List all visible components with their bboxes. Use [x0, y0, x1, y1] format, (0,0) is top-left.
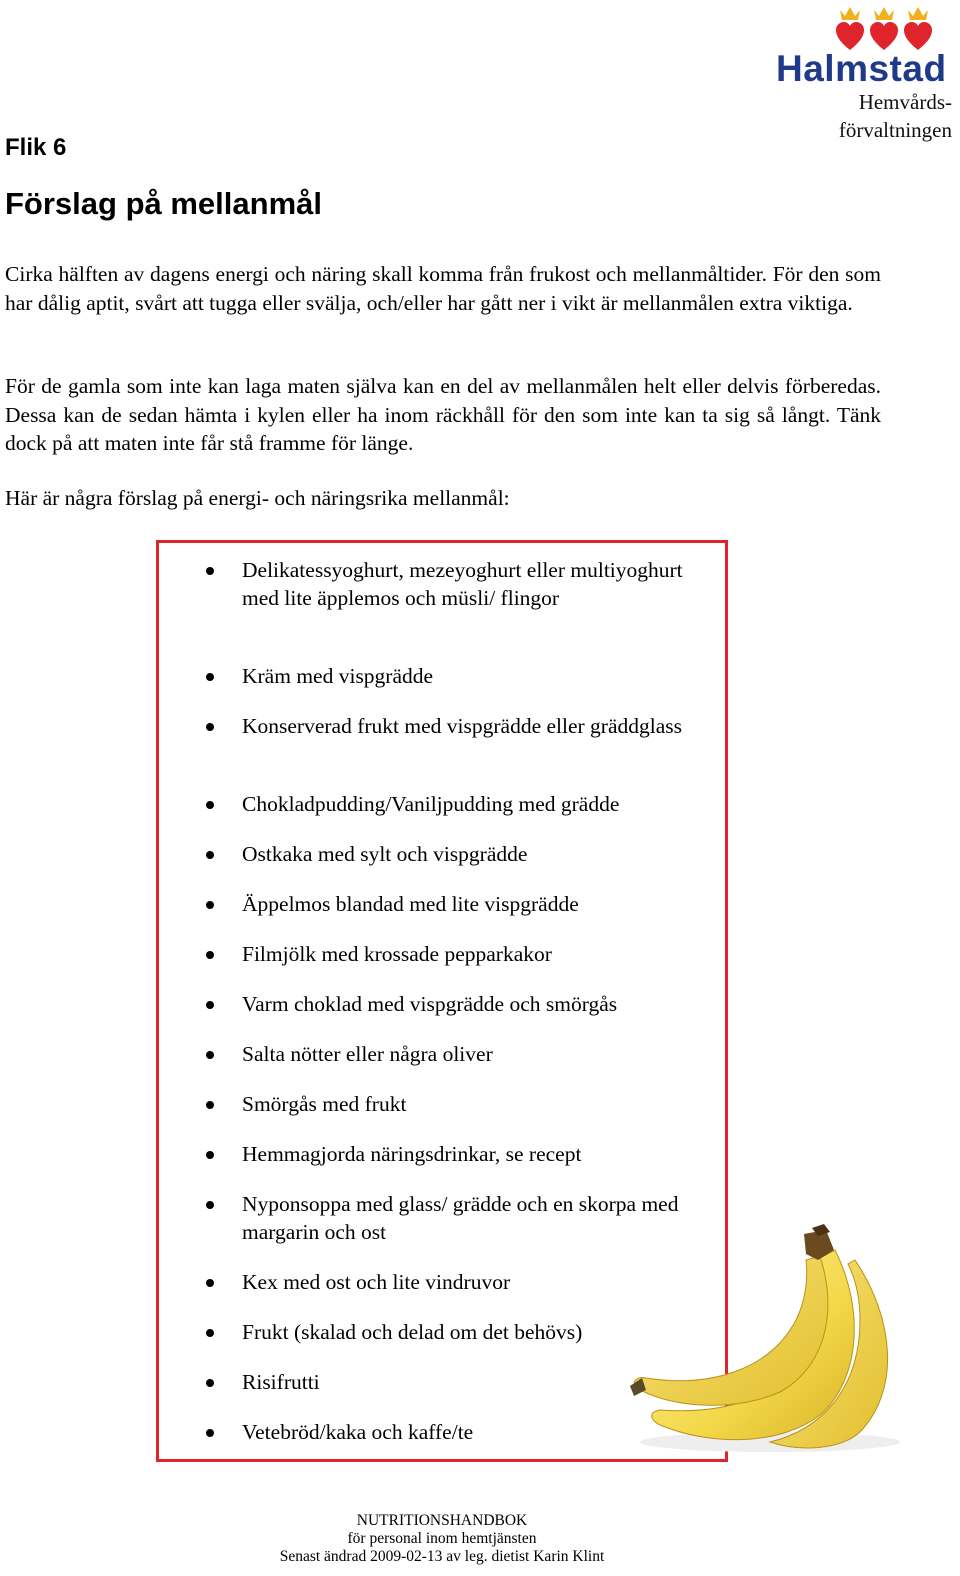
intro-paragraph-2: För de gamla som inte kan laga maten själva kan en del av mellanmålen helt eller delvis förberedas. Dessa kan de sedan hämta i kylen eller ha inom räckhåll för den som inte kan ta sig så långt. Tänk dock på att maten inte får stå framme för länge.	[5, 374, 881, 455]
bullet-icon	[206, 1429, 214, 1437]
logo-subtitle	[839, 88, 952, 144]
footer-line3: Senast ändrad 2009-02-13 av leg. dietist Karin Klint	[279, 1548, 605, 1565]
bullet-icon	[206, 723, 214, 731]
list-item: Hemmagjorda näringsdrinkar, se recept	[242, 1140, 702, 1168]
list-item: Smörgås med frukt	[242, 1090, 702, 1118]
logo-subtitle-line1: Hemvårds-	[858, 90, 952, 114]
bullet-icon	[206, 1379, 214, 1387]
bullet-icon	[206, 1101, 214, 1109]
bullet-icon	[206, 801, 214, 809]
bullet-icon	[206, 1279, 214, 1287]
logo-subtitle-line2: förvaltningen	[838, 118, 952, 142]
list-item: Chokladpudding/Vaniljpudding med grädde	[242, 790, 702, 818]
list-item: Nyponsoppa med glass/ grädde och en skorpa med margarin och ost	[242, 1190, 702, 1246]
banana-image	[620, 1220, 910, 1460]
halmstad-logo	[770, 4, 958, 144]
crowned-hearts-icon	[836, 4, 940, 52]
logo-name: Halmstad	[776, 48, 947, 89]
list-item: Konserverad frukt med vispgrädde eller gräddglass	[242, 712, 702, 740]
list-item: Delikatessyoghurt, mezeyoghurt eller multiyoghurt med lite äpplemos och müsli/ flingor	[242, 556, 702, 612]
footer-line2: för personal inom hemtjänsten	[347, 1530, 537, 1547]
bullet-icon	[206, 1001, 214, 1009]
bullet-icon	[206, 1051, 214, 1059]
list-item: Filmjölk med krossade pepparkakor	[242, 940, 702, 968]
bullet-icon	[206, 951, 214, 959]
list-item: Salta nötter eller några oliver	[242, 1040, 702, 1068]
bullet-icon	[206, 567, 214, 575]
footer-line1: NUTRITIONSHANDBOK	[356, 1512, 528, 1529]
list-item: Kräm med vispgrädde	[242, 662, 702, 690]
list-intro: Här är några förslag på energi- och näringsrika mellanmål:	[5, 486, 510, 510]
list-item: Äppelmos blandad med lite vispgrädde	[242, 890, 702, 918]
page-title: Förslag på mellanmål	[5, 186, 322, 221]
bullet-icon	[206, 901, 214, 909]
list-item: Kex med ost och lite vindruvor	[242, 1268, 702, 1296]
list-item: Risifrutti	[242, 1368, 702, 1396]
bullet-icon	[206, 1151, 214, 1159]
list-item: Varm choklad med vispgrädde och smörgås	[242, 990, 702, 1018]
list-item: Vetebröd/kaka och kaffe/te	[242, 1418, 702, 1446]
intro-paragraph-1: Cirka hälften av dagens energi och näring skall komma från frukost och mellanmåltider. För den som har dålig aptit, svårt att tugga eller svälja, och/eller har gått ner i vikt är mellanmålen extra viktiga.	[5, 262, 881, 315]
list-item: Ostkaka med sylt och vispgrädde	[242, 840, 702, 868]
section-label: Flik 6	[5, 134, 67, 161]
bullet-icon	[206, 673, 214, 681]
footer	[0, 1512, 884, 1566]
bullet-icon	[206, 1201, 214, 1209]
list-item: Frukt (skalad och delad om det behövs)	[242, 1318, 702, 1346]
bullet-icon	[206, 1329, 214, 1337]
bullet-icon	[206, 851, 214, 859]
